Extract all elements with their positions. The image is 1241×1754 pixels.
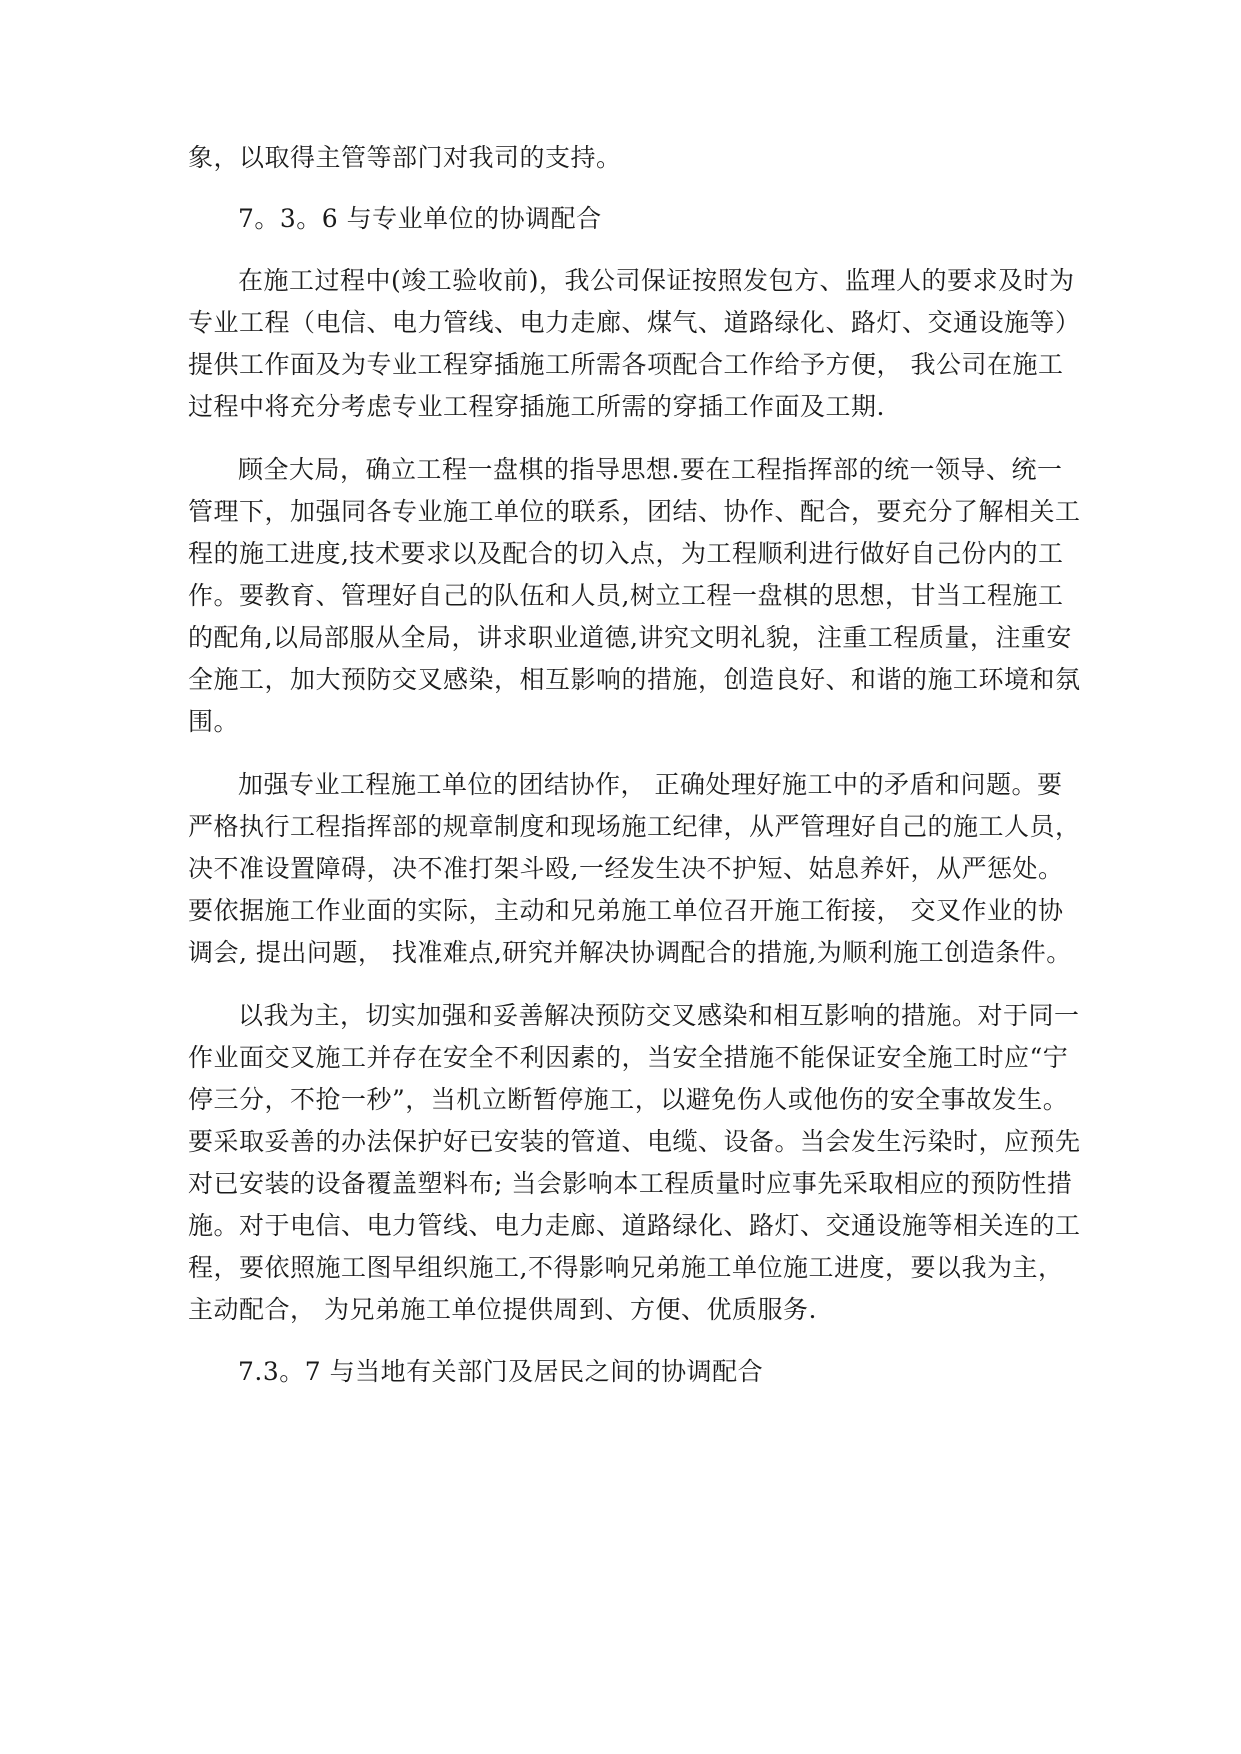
paragraph-line: 顾全大局，确立工程一盘棋的指导思想.要在工程指挥部的统一领导、统一 <box>238 455 1063 484</box>
paragraph-line: 要采取妥善的办法保护好已安装的管道、电缆、设备。当会发生污染时，应预先 <box>188 1127 1081 1156</box>
paragraph-line: 围。 <box>188 707 240 736</box>
paragraph-line: 全施工，加大预防交叉感染，相互影响的措施，创造良好、和谐的施工环境和氛 <box>188 665 1081 694</box>
paragraph-line: 停三分，不抢一秒”，当机立断暂停施工，以避免伤人或他伤的安全事故发生。 <box>188 1085 1069 1114</box>
paragraph-line: 要依据施工作业面的实际，主动和兄弟施工单位召开施工衔接， 交叉作业的协 <box>188 896 1064 925</box>
paragraph-line: 主动配合， 为兄弟施工单位提供周到、方便、优质服务. <box>188 1295 817 1324</box>
paragraph-line: 加强专业工程施工单位的团结协作， 正确处理好施工中的矛盾和问题。要 <box>238 770 1063 799</box>
paragraph-line: 决不准设置障碍，决不准打架斗殴,一经发生决不护短、姑息养奸，从严惩处。 <box>188 854 1064 883</box>
paragraph-line: 程的施工进度,技术要求以及配合的切入点，为工程顺利进行做好自己份内的工 <box>188 539 1064 568</box>
paragraph-line: 程，要依照施工图早组织施工,不得影响兄弟施工单位施工进度，要以我为主， <box>188 1253 1064 1282</box>
paragraph-line: 施。对于电信、电力管线、电力走廊、道路绿化、路灯、交通设施等相关连的工 <box>188 1211 1081 1240</box>
paragraph-line: 提供工作面及为专业工程穿插施工所需各项配合工作给予方便， 我公司在施工 <box>188 350 1064 379</box>
paragraph-line: 的配角,以局部服从全局，讲求职业道德,讲究文明礼貌，注重工程质量，注重安 <box>188 623 1072 652</box>
section-heading-7-3-7: 7.3。7 与当地有关部门及居民之间的协调配合 <box>238 1357 764 1386</box>
paragraph-line: 严格执行工程指挥部的规章制度和现场施工纪律，从严管理好自己的施工人员， <box>188 812 1081 841</box>
paragraph-line: 作。要教育、管理好自己的队伍和人员,树立工程一盘棋的思想，甘当工程施工 <box>188 581 1064 610</box>
paragraph-line: 对已安装的设备覆盖塑料布; 当会影响本工程质量时应事先采取相应的预防性措 <box>188 1169 1073 1198</box>
paragraph-line: 以我为主，切实加强和妥善解决预防交叉感染和相互影响的措施。对于同一 <box>238 1001 1080 1030</box>
section-heading-7-3-6: 7。3。6 与专业单位的协调配合 <box>238 204 602 233</box>
paragraph-line: 过程中将充分考虑专业工程穿插施工所需的穿插工作面及工期. <box>188 392 885 421</box>
paragraph-line: 管理下，加强同各专业施工单位的联系，团结、协作、配合，要充分了解相关工 <box>188 497 1081 526</box>
paragraph-line: 在施工过程中(竣工验收前)，我公司保证按照发包方、监理人的要求及时为 <box>238 266 1075 295</box>
paragraph-line: 象，以取得主管等部门对我司的支持。 <box>188 143 622 172</box>
paragraph-line: 专业工程（电信、电力管线、电力走廊、煤气、道路绿化、路灯、交通设施等） <box>188 308 1081 337</box>
paragraph-line: 作业面交叉施工并存在安全不利因素的，当安全措施不能保证安全施工时应“宁 <box>188 1043 1069 1072</box>
paragraph-line: 调会, 提出问题， 找准难点,研究并解决协调配合的措施,为顺利施工创造条件。 <box>188 938 1072 967</box>
